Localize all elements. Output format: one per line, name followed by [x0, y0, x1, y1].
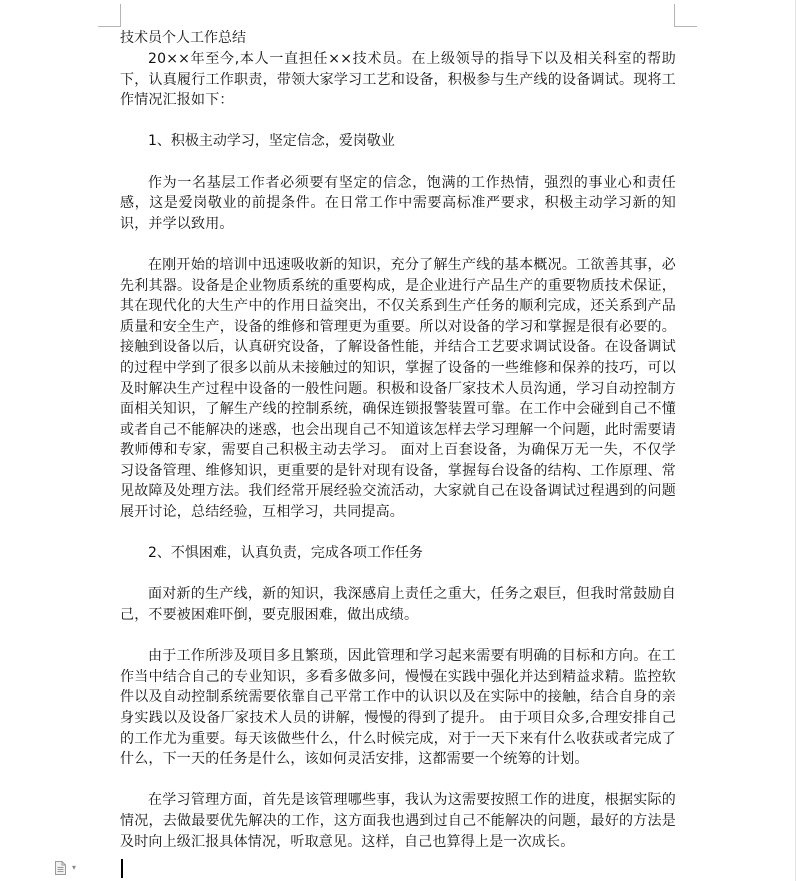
- document-body[interactable]: [120, 28, 676, 852]
- paragraph-2b: 由于工作所涉及项目多且繁琐，因此管理和学习起来需要有明确的目标和方向。在工作当中结合自己的专业知识，多看多做多问，慢慢在实践中强化并达到精益求精。监控软件以及自动控制系统需要依靠自己平常工作中的认识以及在实际中的接触，结合自身的亲身实践以及设备厂家技术人员的讲解，慢慢的得到了提升。 由于项目众多,合理安排自己的工作尤为重要。每天该做些什么，什么时候完成，对于一天下来有什么收获或者完成了什么，下一天的任务是什么，该如何灵活安排，这都需要一个统筹的计划。: [120, 648, 676, 768]
- chevron-down-icon[interactable]: ▾: [72, 863, 77, 872]
- paragraph-2c: 在学习管理方面，首先是该管理哪些事，我认为这需要按照工作的进度，根据实际的情况，去做最要优先解决的工作，这方面我也遇到过自己不能解决的问题，最好的方法是及时向上级汇报具体情况，听取意见。这样，自己也算得上是一次成长。: [120, 792, 676, 850]
- blank-line: [120, 111, 676, 132]
- blank-line: [120, 523, 676, 544]
- blank-line: [120, 152, 676, 173]
- paragraph-1a: 作为一名基层工作者必须要有坚定的信念，饱满的工作热情，强烈的事业心和责任感，这是爱岗敬业的前提条件。在日常工作中需要高标准严要求，积极主动学习新的知识，并学以致用。: [120, 174, 676, 232]
- paragraph-2a: 面对新的生产线，新的知识，我深感肩上责任之重大，任务之艰巨，但我时常鼓励自己，不要被困难吓倒，要克服困难，做出成绩。: [120, 586, 676, 624]
- section-heading-1: 1、积极主动学习，坚定信念，爱岗敬业: [148, 133, 395, 150]
- document-title: 技术员个人工作总结: [120, 30, 246, 46]
- margin-corner-top-right: [674, 4, 697, 27]
- paragraph-1b: 在刚开始的培训中迅速吸收新的知识，充分了解生产线的基本概况。工欲善其事，必先利其器。设备是企业物质系统的重要构成，是企业进行产品生产的重要物质技术保证，其在现代化的大生产中的作用日益突出，不仅关系到生产任务的顺利完成，还关系到产品质量和安全生产，设备的维修和管理更为重要。所以对设备的学习和掌握是很有必要的。接触到设备以后，认真研究设备，了解设备性能，并结合工艺要求调试设备。在设备调试的过程中学到了很多以前从未接触过的知识，掌握了设备的一些维修和保养的技巧，可以及时解决生产过程中设备的一般性问题。积极和设备厂家技术人员沟通，学习自动控制方面相关知识，了解生产线的控制系统，确保连锁报警装置可靠。在工作中会碰到自己不懂或者自己不能解决的迷惑，也会出现自己不知道该怎样去学习理解一个问题，此时需要请教师傅和专家，需要自己积极主动去学习。 面对上百套设备，为确保万无一失，不仅学习设备管理、维修知识，更重要的是针对现有设备，掌握每台设备的结构、工作原理、常见故障及处理方法。我们经常开展经验交流活动，大家就自己在设备调试过程遇到的问题展开讨论，总结经验，互相学习，共同提高。: [120, 256, 676, 521]
- paragraph-intro: 20××年至今,本人一直担任××技术员。在上级领导的指导下以及相关科室的帮助下，认真履行工作职责，带领大家学习工艺和设备，积极参与生产线的设备调试。现将工作情况汇报如下：: [120, 51, 676, 109]
- blank-line: [120, 770, 676, 791]
- margin-corner-top-left: [98, 4, 121, 27]
- blank-line: [120, 234, 676, 255]
- document-icon[interactable]: [55, 861, 66, 875]
- blank-line: [120, 564, 676, 585]
- text-cursor: [121, 859, 123, 878]
- blank-line: [120, 626, 676, 647]
- section-heading-2: 2、不惧困难，认真负责，完成各项工作任务: [148, 545, 423, 562]
